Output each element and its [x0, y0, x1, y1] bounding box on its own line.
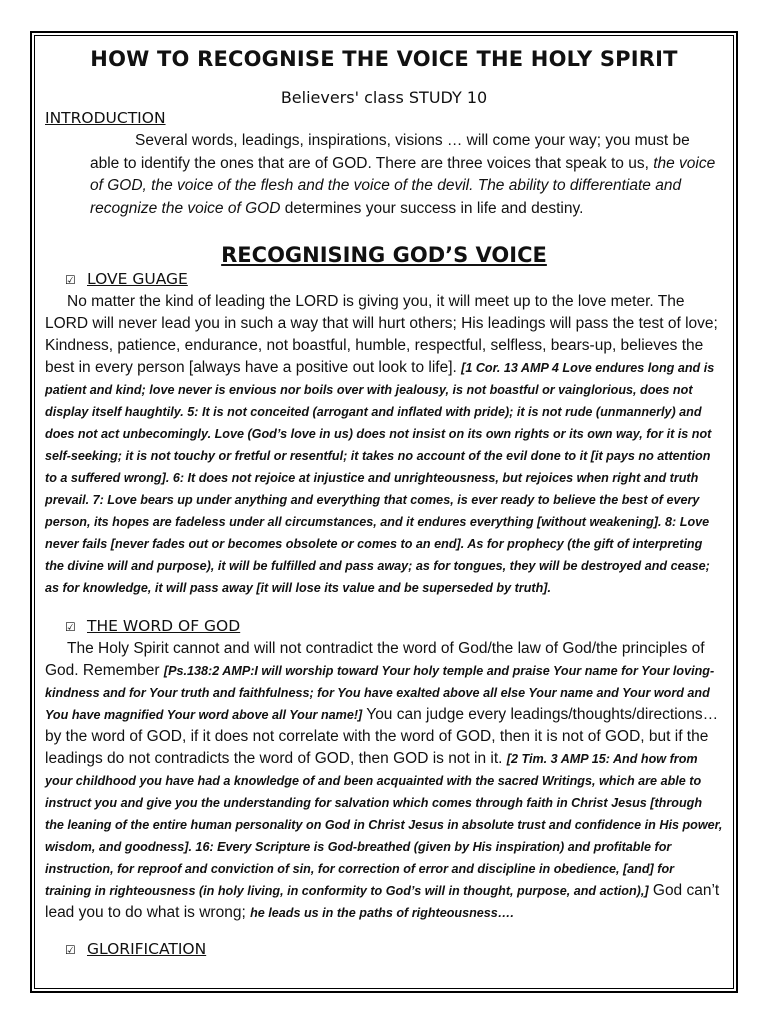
- spacer: [45, 924, 723, 938]
- intro-text-2: determines your success in life and destiny.: [280, 199, 584, 217]
- love-gauge-label: LOVE GUAGE: [87, 270, 188, 288]
- checkbox-icon: ☑: [65, 943, 76, 957]
- checkbox-icon: ☑: [65, 620, 76, 634]
- word-of-god-label: THE WORD OF GOD: [87, 617, 241, 635]
- section-heading: RECOGNISING GOD’S VOICE: [221, 243, 547, 267]
- word-of-god-scripture-3: he leads us in the paths of righteousness….: [250, 906, 514, 920]
- word-of-god-paragraph: [45, 638, 723, 924]
- checkbox-icon: ☑: [65, 273, 76, 287]
- introduction-heading: INTRODUCTION: [45, 109, 166, 127]
- document-subtitle: Believers' class STUDY 10: [280, 88, 488, 107]
- love-gauge-heading: [65, 268, 723, 291]
- love-gauge-scripture: [1 Cor. 13 AMP 4 Love endures long and is patient and kind; love never is envious nor boils over with jealousy, is not boastful or vainglorious, does not display itself haughtily. 5: It is not conceited (arrogant and inflated with pride); it is not rude (unmannerly) and does not act unbecomingly. Love (God’s love in us) does not insist on its own rights or its own way, for it is not self-seeking; it is not touchy or fretful or resentful; it takes no account of the evil done to it [it pays no attention to a suffered wrong]. 6: It does not rejoice at injustice and unrighteousness, but rejoices when right and truth prevail. 7: Love bears up under anything and everything that comes, is ever ready to believe the best of every person, its hopes are fadeless under all circumstances, and it endures everything [without weakening]. 8: Love never fails [never fades out or becomes obsolete or comes to an end]. As for prophecy (the gift of interpreting the divine will and purpose), it will be fulfilled and pass away; as for tongues, they will be destroyed and cease; as for knowledge, it will pass away [it will lose its value and be superseded by truth].: [45, 361, 715, 595]
- glorification-heading: [65, 938, 723, 961]
- document-title: HOW TO RECOGNISE THE VOICE THE HOLY SPIRIT: [90, 47, 678, 71]
- introduction-paragraph: [90, 130, 723, 220]
- document-content: [45, 44, 723, 961]
- word-of-god-scripture-1: [Ps.138:2 AMP:I will worship toward Your holy temple and praise Your name for Your loving-kindness and for Your truth and faithfulness; for You have exalted above all else Your name and Your word and You have magnified Your word above all Your name!]: [45, 664, 715, 722]
- word-of-god-heading: [65, 615, 723, 638]
- word-of-god-text-2: You can judge every leadings/thoughts/directions… by the word of GOD, if it does not correlate with the word of GOD, then it is not of GOD, but if the leadings do not contradicts the word of GOD, then GOD is not in it.: [45, 706, 719, 767]
- word-of-god-text-1: The Holy Spirit cannot and will not contradict the word of God/the law of God/the principles of God. Remember: [45, 640, 705, 679]
- word-of-god-scripture-2: [2 Tim. 3 AMP 15: And how from your childhood you have had a knowledge of and been acquainted with the sacred Writings, which are able to instruct you and give you the understanding for salvation which comes through faith in Christ Jesus [through the leaning of the entire human personality on God in Christ Jesus in absolute trust and confidence in His power, wisdom, and goodness]. 16: Every Scripture is God-breathed (given by His inspiration) and profitable for instruction, for reproof and conviction of sin, for correction of error and discipline in obedience, [and] for training in righteousness (in holy living, in conformity to God’s will in thought, purpose, and action),]: [45, 752, 723, 898]
- spacer: [45, 599, 723, 615]
- love-gauge-paragraph: [45, 291, 723, 599]
- love-gauge-text: No matter the kind of leading the LORD is giving you, it will meet up to the love meter. The LORD will never lead you in such a way that will hurt others; His leadings will pass the test of love; Kindness, patience, endurance, not boastful, humble, respectful, selfless, bears-up, believes the best in every person [always have a positive out look to life].: [45, 293, 718, 376]
- intro-text-italic: the voice of GOD, the voice of the flesh and the voice of the devil. The ability to differentiate and recognize the voice of GOD: [90, 154, 716, 217]
- glorification-label: GLORIFICATION: [87, 940, 207, 958]
- word-of-god-text-3: God can’t lead you to do what is wrong;: [45, 882, 720, 921]
- intro-text-1: Several words, leadings, inspirations, visions … will come your way; you must be able to identify the ones that are of GOD. There are three voices that speak to us,: [90, 132, 690, 172]
